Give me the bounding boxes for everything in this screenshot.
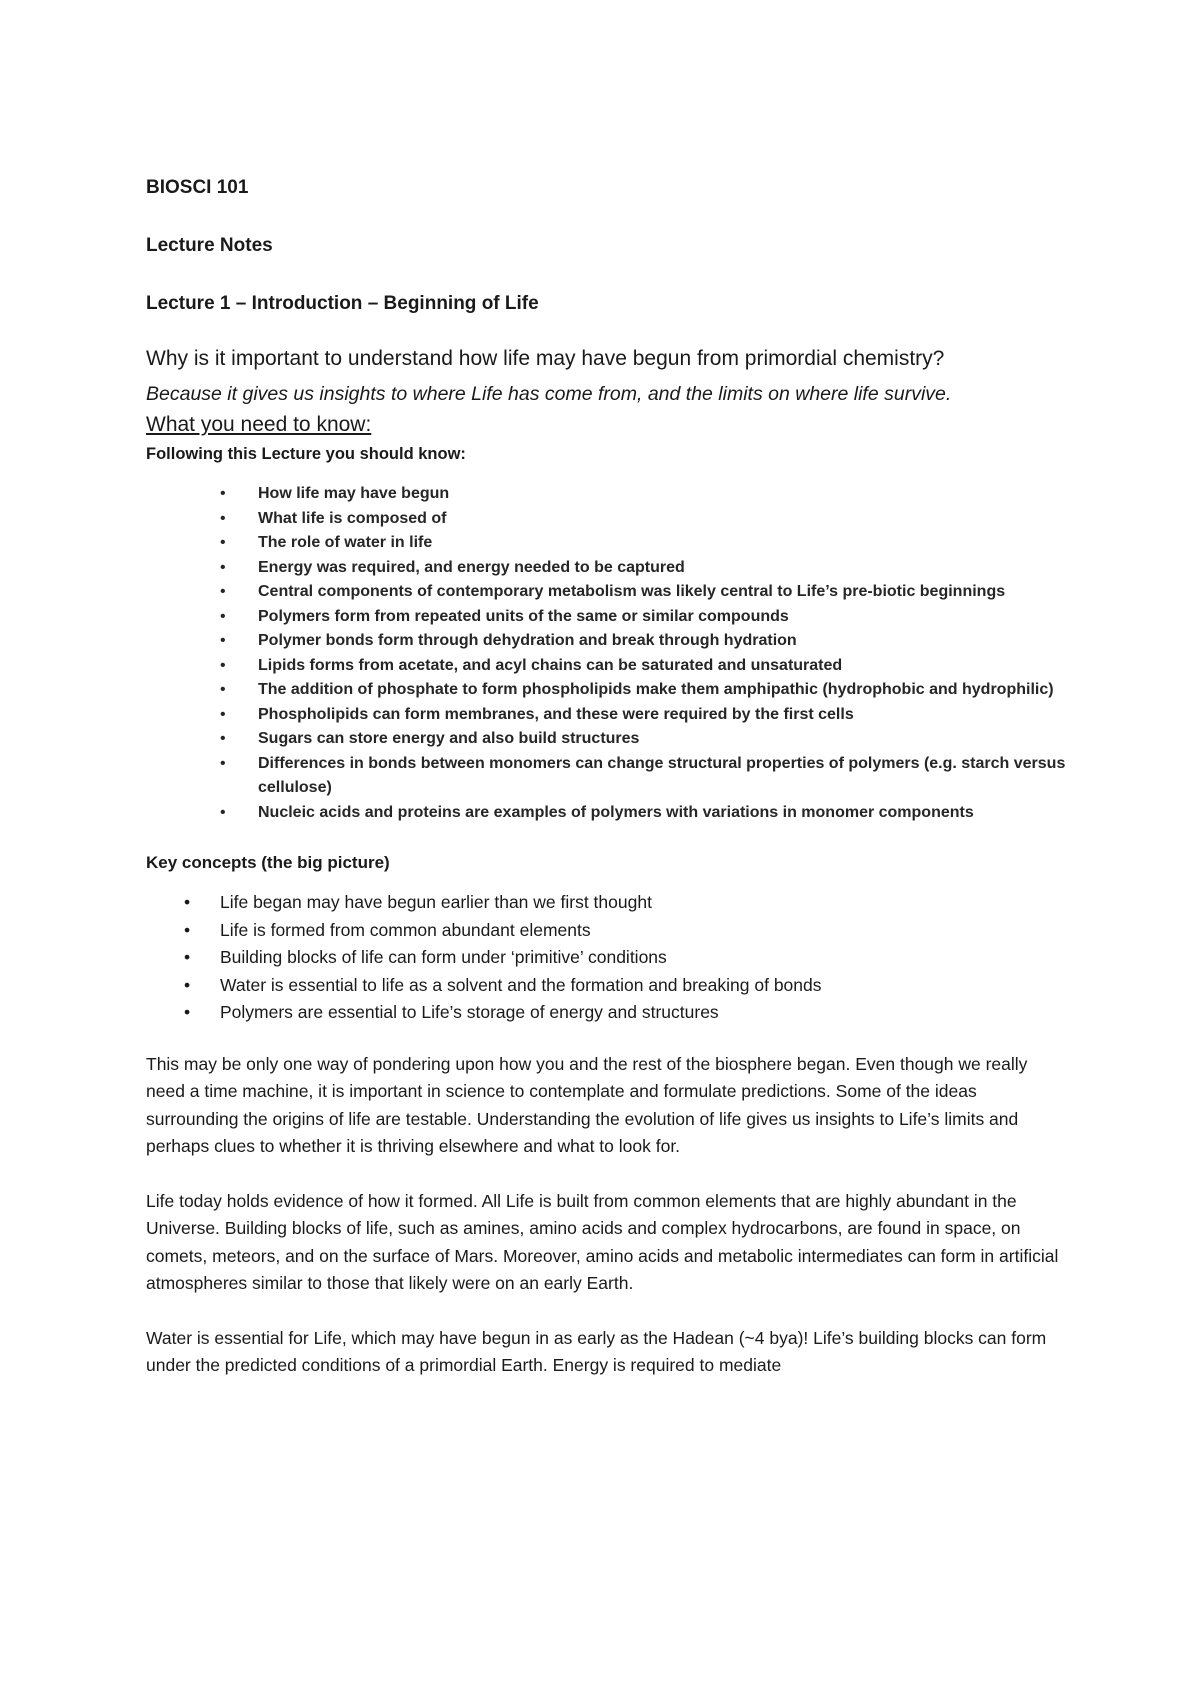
list-item bbox=[146, 482, 1066, 507]
objective-text: How life may have begun bbox=[258, 485, 450, 502]
bullet-icon: • bbox=[220, 509, 226, 527]
course-code: BIOSCI 101 bbox=[146, 177, 249, 198]
bullet-icon: • bbox=[220, 583, 226, 600]
key-concepts-heading: Key concepts (the big picture) bbox=[146, 853, 390, 872]
bullet-icon: • bbox=[184, 892, 191, 912]
list-item bbox=[146, 889, 1066, 917]
bullet-icon: • bbox=[220, 607, 226, 625]
bullet-icon: • bbox=[220, 485, 226, 502]
list-item bbox=[146, 629, 1066, 654]
objective-text: Nucleic acids and proteins are examples of polymers with variations in monomer components bbox=[258, 803, 974, 821]
objective-text: Central components of contemporary metabolism was likely central to Life’s pre-biotic beginnings bbox=[258, 583, 1006, 600]
guiding-answer: Because it gives us insights to where Life has come from, and the limits on where life survive. bbox=[146, 383, 952, 405]
list-item bbox=[146, 944, 1066, 972]
list-item bbox=[146, 752, 1066, 801]
bullet-icon: • bbox=[184, 974, 191, 995]
list-item bbox=[146, 801, 1066, 826]
list-item bbox=[146, 556, 1066, 581]
bullet-icon: • bbox=[184, 919, 191, 940]
bullet-icon: • bbox=[220, 681, 226, 698]
bullet-icon: • bbox=[184, 1002, 191, 1022]
bullet-icon: • bbox=[220, 534, 226, 551]
objective-text: Sugars can store energy and also build structures bbox=[258, 730, 640, 747]
concept-text: Polymers are essential to Life’s storage of energy and structures bbox=[220, 1002, 719, 1022]
bullet-icon: • bbox=[220, 754, 226, 772]
guiding-question: Why is it important to understand how life may have begun from primordial chemistry? bbox=[146, 347, 945, 370]
body-paragraph: Life today holds evidence of how it formed. All Life is built from common elements that are highly abundant in the Universe. Building blocks of life, such as amines, amino acids and complex hydrocarbons, are found in space, on comets, meteors, and on the surface of Mars. Moreover, amino acids and metabolic intermediates can form in artificial atmospheres similar to those that likely were on an early Earth. bbox=[146, 1190, 1059, 1293]
key-concepts-list bbox=[146, 889, 1066, 1027]
list-item bbox=[146, 917, 1066, 945]
bullet-icon: • bbox=[220, 705, 226, 723]
concept-text: Life is formed from common abundant elements bbox=[220, 919, 591, 940]
list-item bbox=[146, 972, 1066, 1000]
bullet-icon: • bbox=[220, 558, 226, 576]
objective-text: Polymer bonds form through dehydration and break through hydration bbox=[258, 632, 797, 649]
list-item bbox=[146, 999, 1066, 1027]
bullet-icon: • bbox=[220, 803, 226, 821]
lecture-title: Lecture 1 – Introduction – Beginning of Life bbox=[146, 293, 539, 314]
concept-text: Water is essential to life as a solvent and the formation and breaking of bonds bbox=[220, 974, 822, 995]
concept-text: Building blocks of life can form under ‘primitive’ conditions bbox=[220, 947, 667, 967]
objective-text: Lipids forms from acetate, and acyl chains can be saturated and unsaturated bbox=[258, 656, 843, 674]
list-item bbox=[146, 654, 1066, 679]
bullet-icon: • bbox=[220, 656, 226, 674]
following-intro: Following this Lecture you should know: bbox=[146, 445, 466, 463]
body-paragraph: Water is essential for Life, which may have begun in as early as the Hadean (~4 bya)! Life’s building blocks can form under the predicted conditions of a primordial Earth. Energy is required to mediate bbox=[146, 1327, 1047, 1375]
objective-text: Polymers form from repeated units of the same or similar compounds bbox=[258, 607, 789, 625]
objective-text: Differences in bonds between monomers can change structural properties of polymers (e.g. starch versus cellulose) bbox=[258, 754, 1066, 796]
document-type-heading: Lecture Notes bbox=[146, 235, 273, 256]
objective-text: What life is composed of bbox=[258, 509, 447, 527]
list-item bbox=[146, 507, 1066, 532]
objective-text: The role of water in life bbox=[258, 534, 433, 551]
document-content bbox=[146, 176, 1066, 1407]
body-paragraph: This may be only one way of pondering upon how you and the rest of the biosphere began. Even though we really need a time machine, it is important in science to contemplate and formulate predictions. Some of the ideas surrounding the origins of life are testable. Understanding the evolution of life gives us insights to Life’s limits and perhaps clues to whether it is thriving elsewhere and what to look for. bbox=[146, 1053, 1028, 1156]
list-item bbox=[146, 605, 1066, 630]
learning-objectives-list bbox=[146, 482, 1066, 825]
objective-text: The addition of phosphate to form phospholipids make them amphipathic (hydrophobic and hydrophilic) bbox=[258, 681, 1054, 698]
bullet-icon: • bbox=[220, 632, 226, 649]
bullet-icon: • bbox=[220, 730, 226, 747]
objective-text: Energy was required, and energy needed to be captured bbox=[258, 558, 685, 576]
list-item bbox=[146, 703, 1066, 728]
objective-text: Phospholipids can form membranes, and these were required by the first cells bbox=[258, 705, 854, 723]
list-item bbox=[146, 580, 1066, 605]
concept-text: Life began may have begun earlier than we first thought bbox=[220, 892, 652, 912]
list-item bbox=[146, 727, 1066, 752]
list-item bbox=[146, 678, 1066, 703]
need-to-know-heading: What you need to know: bbox=[146, 413, 372, 436]
bullet-icon: • bbox=[184, 947, 191, 967]
list-item bbox=[146, 531, 1066, 556]
